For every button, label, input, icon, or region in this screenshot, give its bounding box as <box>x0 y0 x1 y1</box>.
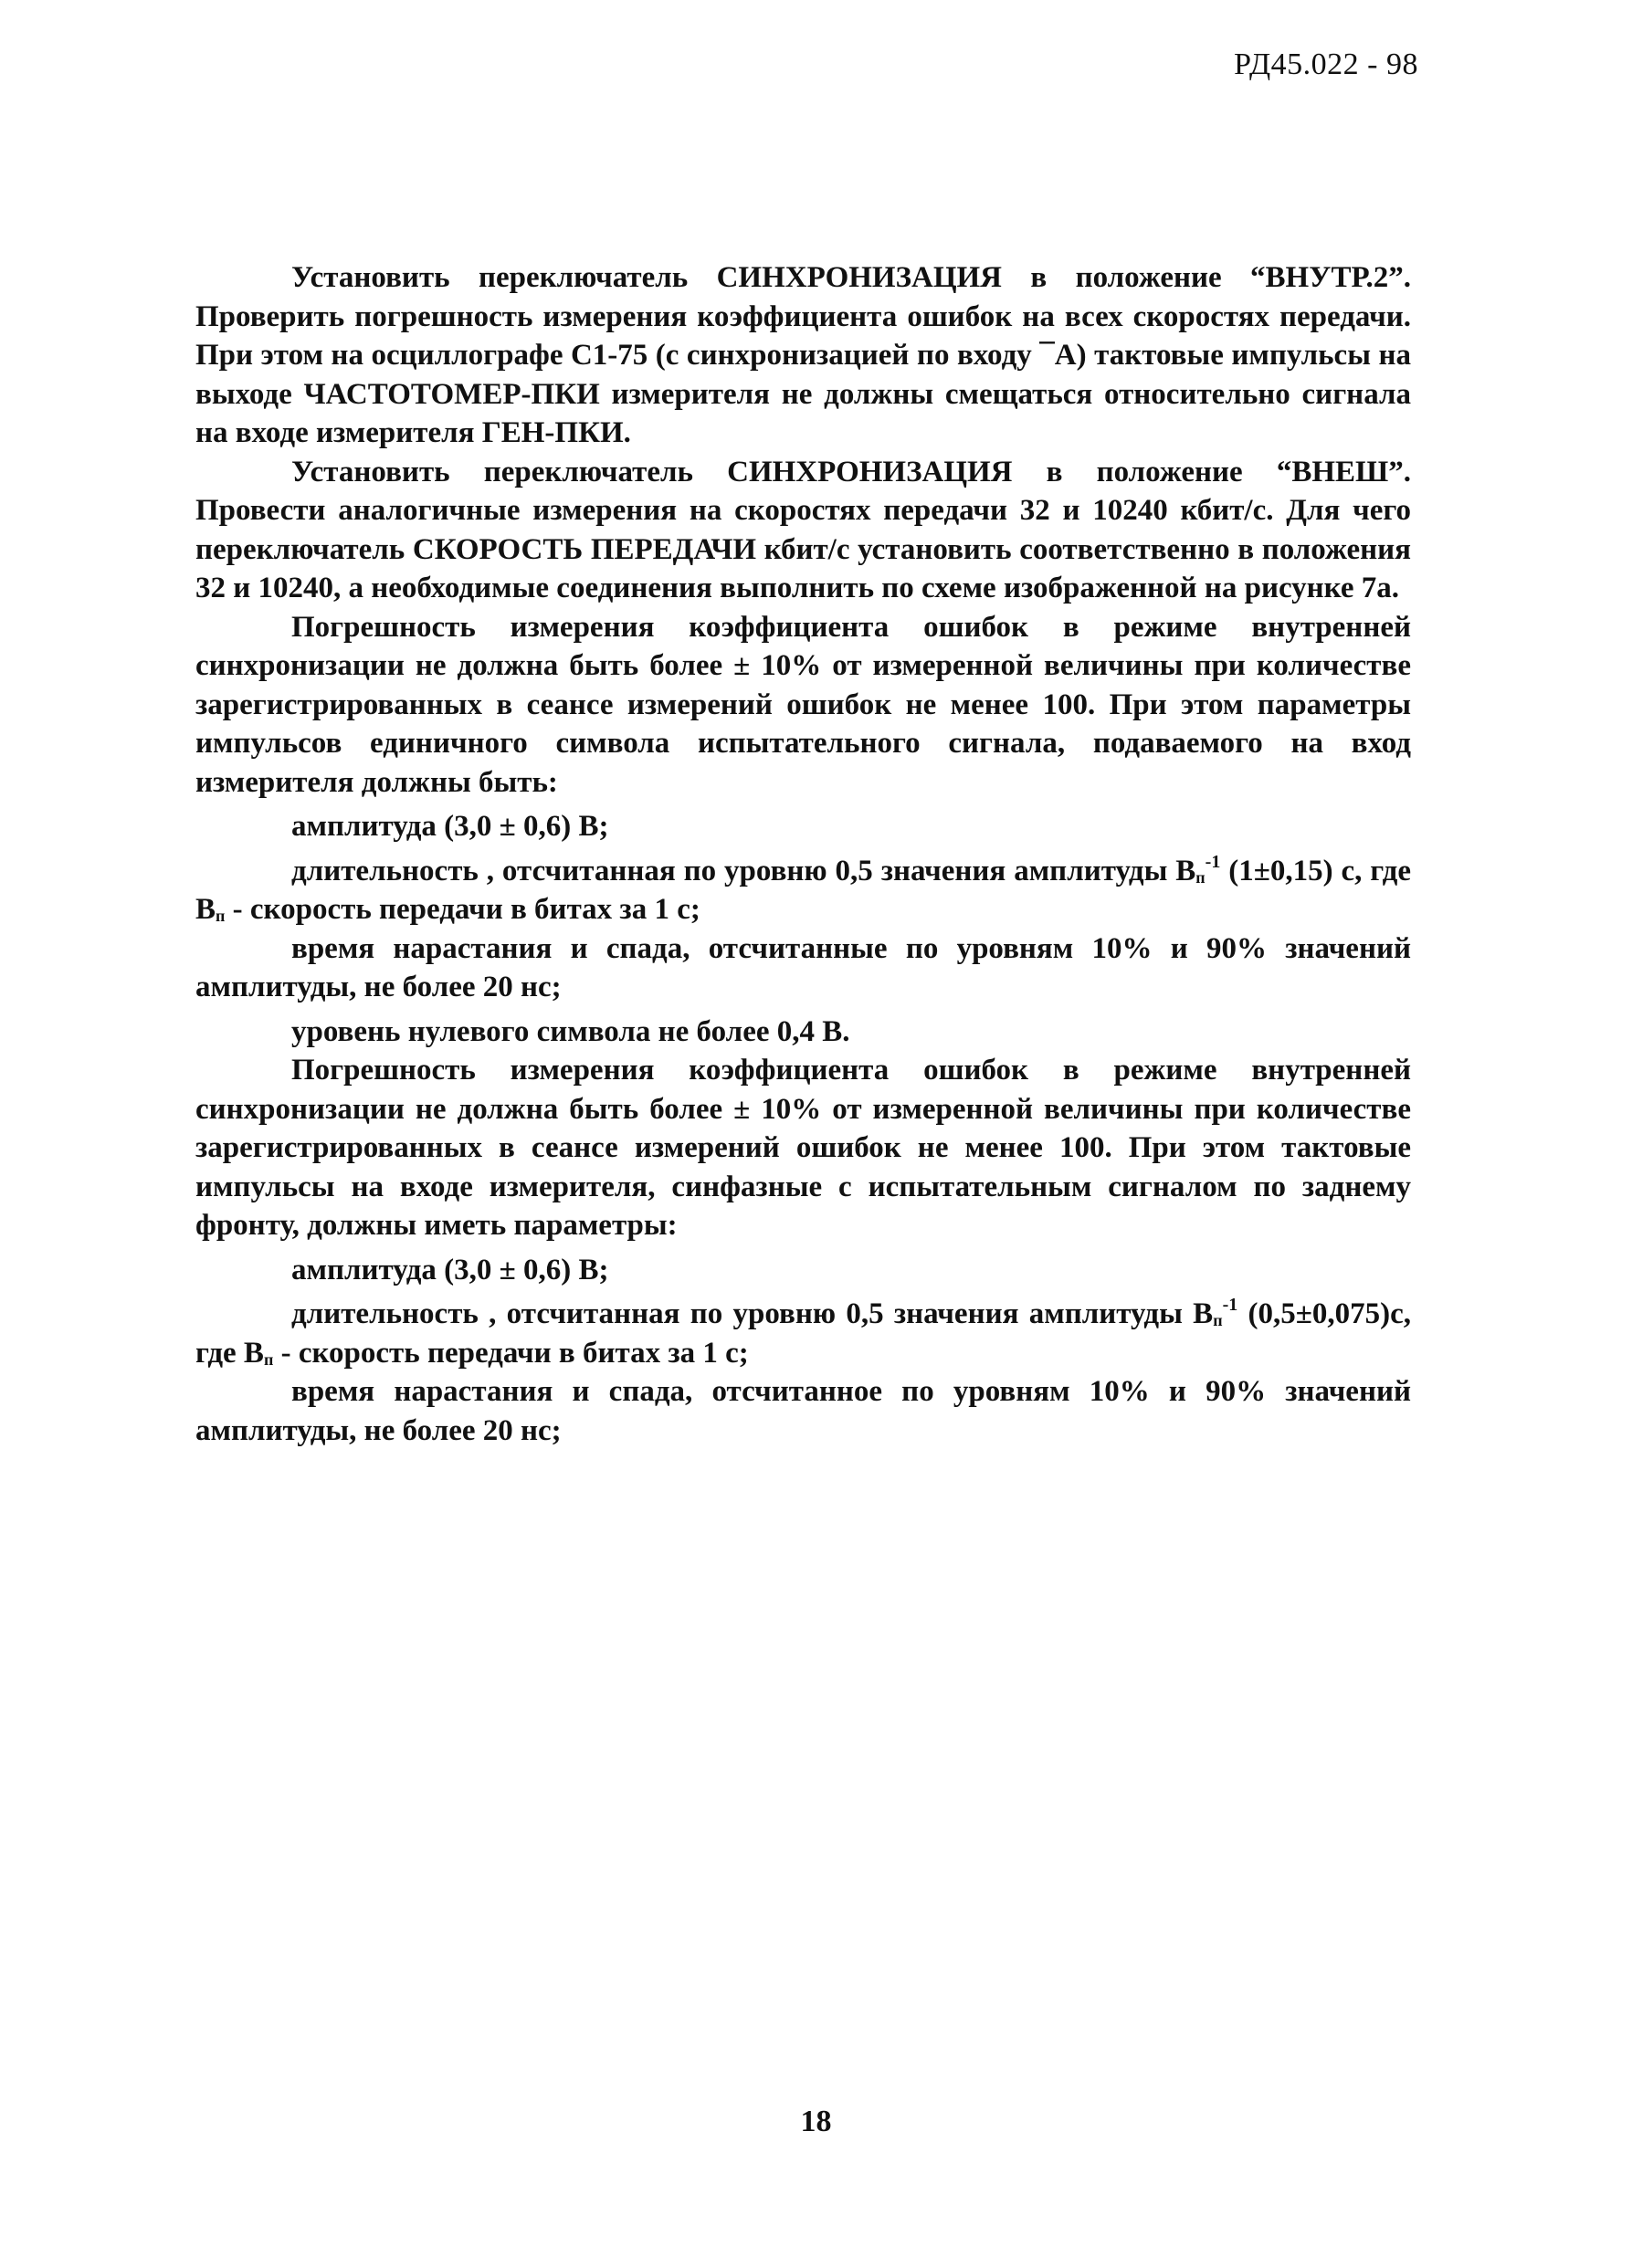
paragraph-amplitude-1: амплитуда (3,0 ± 0,6) В; <box>291 810 609 843</box>
duration-1-end: - скорость передачи в битах за 1 с; <box>225 893 700 926</box>
paragraph-rise-fall-1: время нарастания и спада, отсчитанные по уровням 10% и 90% значений амплитуды, не более 20 нс; <box>195 931 1411 1003</box>
paragraph-amplitude-2: амплитуда (3,0 ± 0,6) В; <box>291 1253 609 1286</box>
duration-2-subscript-2: п <box>263 1349 274 1369</box>
paragraph-duration-2 <box>195 1295 1411 1372</box>
document-body <box>195 258 1411 1450</box>
duration-2-tail: (0,5±0,075)с, где В <box>195 1297 1411 1370</box>
duration-2-end: - скорость передачи в битах за 1 с; <box>273 1336 749 1370</box>
duration-2-exponent: -1 <box>1222 1295 1238 1315</box>
paragraph-rise-fall-2: время нарастания и спада, отсчитанное по уровням 10% и 90% значений амплитуды, не более 20 нс; <box>195 1375 1411 1447</box>
paragraph-error-accuracy-1: Погрешность измерения коэффициента ошибок в режиме внутренней синхронизации не должна быть более ± 10% от измеренной величины при количестве зарегистрированных в сеансе измерений ошибок не менее 100. При этом параметры импульсов единичного символа испытательного сигнала, подаваемого на вход измерителя должны быть: <box>195 610 1411 799</box>
duration-2-lead: длительность , отсчитанная по уровню 0,5 значения амплитуды В <box>291 1297 1214 1330</box>
duration-2-subscript: п <box>1213 1311 1223 1329</box>
paragraph-duration-1 <box>195 852 1411 929</box>
paragraph-sync-external: Установить переключатель СИНХРОНИЗАЦИЯ в положение “ВНЕШ”. Провести аналогичные измерения на скоростях передачи 32 и 10240 кбит/с. Для чего переключатель СКОРОСТЬ ПЕРЕДАЧИ кбит/с установить соответственно в положения 32 и 10240, а необходимые соединения выполнить по схеме изображенной на рисунке 7а. <box>195 455 1411 604</box>
duration-1-subscript-2: п <box>216 907 226 925</box>
page-number: 18 <box>800 2105 832 2138</box>
duration-1-tail: (1±0,15) с, где В <box>195 854 1411 926</box>
document-code: РД45.022 - 98 <box>1234 47 1418 81</box>
duration-1-exponent: -1 <box>1205 851 1221 872</box>
paragraph-error-accuracy-2: Погрешность измерения коэффициента ошибок в режиме внутренней синхронизации не должна быть более ± 10% от измеренной величины при количестве зарегистрированных в сеансе измерений ошибок не менее 100. При этом тактовые импульсы на входе измерителя, синфазные с испытательным сигналом по заднему фронту, должны иметь параметры: <box>195 1054 1411 1242</box>
paragraph-sync-internal: Установить переключатель СИНХРОНИЗАЦИЯ в положение “ВНУТР.2”. Проверить погрешность измерения коэффициента ошибок на всех скоростях передачи. При этом на осциллографе С1-75 (с синхронизацией по входу ¯А) тактовые импульсы на выходе ЧАСТОТОМЕР-ПКИ измерителя не должны смещаться относительно сигнала на входе измерителя ГЕН-ПКИ. <box>195 261 1411 449</box>
duration-1-subscript: п <box>1195 867 1206 887</box>
paragraph-zero-level: уровень нулевого символа не более 0,4 В. <box>291 1014 850 1048</box>
duration-1-lead: длительность , отсчитанная по уровню 0,5 значения амплитуды В <box>291 854 1196 887</box>
